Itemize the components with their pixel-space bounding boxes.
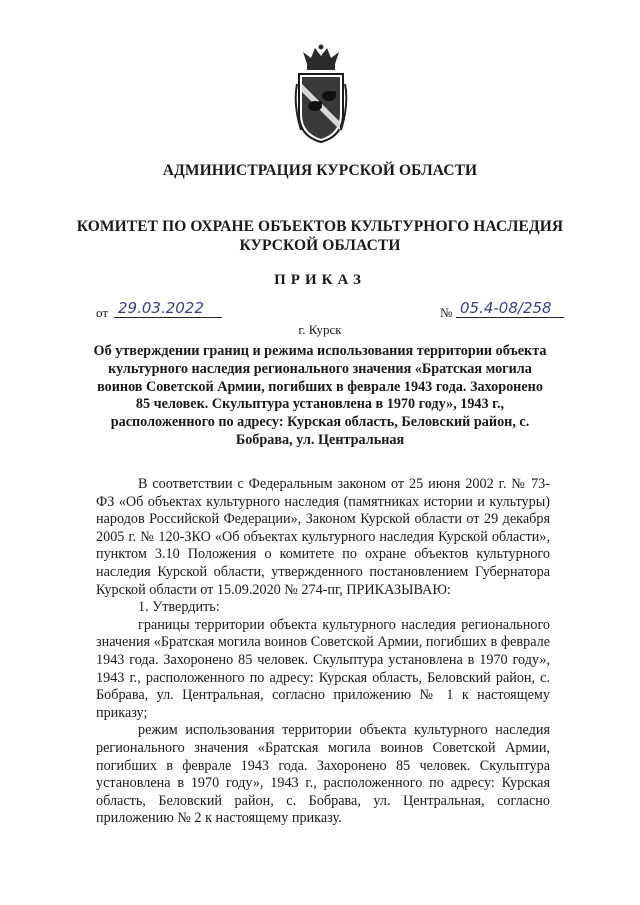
number-value: 05.4-08/258 [456,299,564,318]
body-paragraph-item-1: 1. Утвердить: [138,599,220,616]
order-subject: Об утверждении границ и режима использования территории объекта культурного наследия регионального значения «Братская могила воинов Советской Армии, погибших в феврале 1943 года. Захоронено 85 человек. Скульптура установлена в 1970 году», 1943 г., расположенного по адресу: Курская область, Беловский район, с. Бобрава, ул. Центральная [93,343,547,448]
administration-title: АДМИНИСТРАЦИЯ КУРСКОЙ ОБЛАСТИ [162,162,478,179]
city: г. Курск [298,322,342,337]
date-value: 29.03.2022 [114,299,222,318]
order-body [96,476,550,828]
number-label: № [440,305,453,320]
body-paragraph-boundaries: границы территории объекта культурного наследия регионального значения «Братская могила воинов Советской Армии, погибших в феврале 1943 года. Захоронено 85 человек. Скульптура установлена в 1970 году», 1943 г., расположенного по адресу: Курская область, Беловский район, с. Бобрава, ул. Центральная, согласно приложению № 1 к настоящему приказу; [96,616,550,721]
committee-title-line1: КОМИТЕТ ПО ОХРАНЕ ОБЪЕКТОВ КУЛЬТУРНОГО НАСЛЕДИЯ [76,218,564,235]
order-title: ПРИКАЗ [274,272,366,288]
body-paragraph-regime: режим использования территории объекта культурного наследия регионального значения «Братская могила воинов Советской Армии, погибших в феврале 1943 года. Захоронено 85 человек. Скульптура установлена в 1970 году», 1943 г., расположенного по адресу: Курская область, Беловский район, с. Бобрава, ул. Центральная, согласно приложению № 2 к настоящему приказу. [96,722,550,827]
date-label: от [96,305,109,320]
committee-title-line2: КУРСКОЙ ОБЛАСТИ [239,237,401,254]
body-paragraph-preamble: В соответствии с Федеральным законом от 25 июня 2002 г. № 73-ФЗ «Об объектах культурного наследия (памятниках истории и культуры) народов Российской Федерации», Законом Курской области от 29 декабря 2005 г. № 120-ЗКО «Об объектах культурного наследия Курской области», пунктом 3.10 Положения о комитете по охране объектов культурного наследия Курской области, утвержденного постановлением Губернатора Курской области от 15.09.2020 № 274-пг, ПРИКАЗЫВАЮ: [96,476,550,598]
coat-of-arms-emblem [293,44,349,144]
